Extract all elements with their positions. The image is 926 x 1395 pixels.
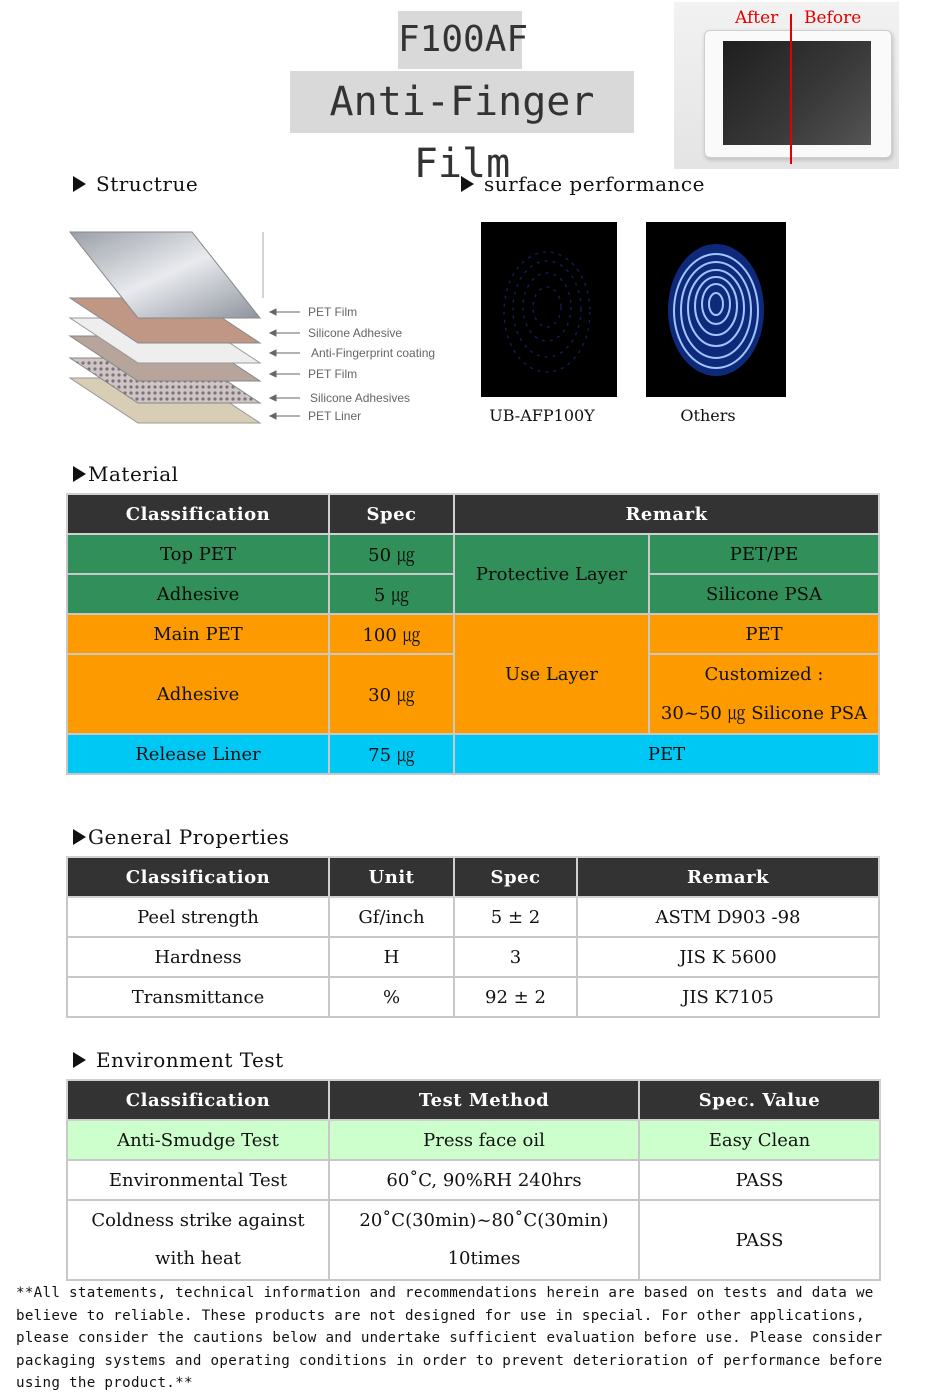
cell: ASTM D903 -98	[577, 897, 879, 937]
disclaimer-text: **All statements, technical information and recommendations herein are based on tests and data we believe to reliable. These products are not designed for use in special. For other applications, please consider the cautions below and undertake sufficient evaluation before use. Please consider packaging systems and operating conditions in order to prevent deterioration of performance before using the product.**	[16, 1285, 883, 1391]
table-row	[67, 977, 879, 1017]
col-header: Spec. Value	[639, 1080, 880, 1120]
cell	[649, 654, 879, 734]
layer-label: PET Liner	[308, 409, 362, 423]
bullet-triangle-icon	[73, 1052, 86, 1068]
table-row	[67, 1160, 880, 1200]
layer-label: PET Film	[308, 367, 358, 381]
environment-heading-text: Environment Test	[96, 1048, 284, 1072]
structure-heading-text: Structrue	[96, 172, 199, 196]
cell: 100 ㎍	[329, 614, 454, 654]
cell: Easy Clean	[639, 1120, 880, 1160]
cell: PASS	[639, 1160, 880, 1200]
cell	[67, 1200, 329, 1280]
cell-line: 20˚C(30min)~80˚C(30min)	[359, 1210, 609, 1231]
cell: PET	[454, 734, 879, 774]
general-table	[66, 856, 880, 1018]
caption-others: Others	[680, 406, 736, 425]
col-header: Unit	[329, 857, 454, 897]
cell: Environmental Test	[67, 1160, 329, 1200]
cell-line: 30~50 ㎍ Silicone PSA	[660, 703, 868, 724]
table-row	[67, 734, 879, 774]
before-after-photo	[674, 2, 899, 169]
cell: 60˚C, 90%RH 240hrs	[329, 1160, 639, 1200]
cell: 50 ㎍	[329, 534, 454, 574]
cell: 30 ㎍	[329, 654, 454, 734]
fingerprint-image-others	[646, 222, 786, 397]
table-row	[67, 1120, 880, 1160]
cell: Release Liner	[67, 734, 329, 774]
col-header: Classification	[67, 1080, 329, 1120]
cell-line: with heat	[155, 1248, 241, 1269]
cell: Hardness	[67, 937, 329, 977]
table-row	[67, 937, 879, 977]
before-label: Before	[804, 8, 862, 28]
cell: JIS K7105	[577, 977, 879, 1017]
cell: Transmittance	[67, 977, 329, 1017]
surface-heading-text: surface performance	[484, 172, 705, 196]
cell	[329, 1200, 639, 1280]
bullet-triangle-icon	[73, 829, 86, 845]
cell: PET	[649, 614, 879, 654]
layer-label: Silicone Adhesive	[308, 326, 403, 340]
cell: Silicone PSA	[649, 574, 879, 614]
material-heading-text: Material	[88, 462, 179, 486]
cell: Press face oil	[329, 1120, 639, 1160]
cell: 75 ㎍	[329, 734, 454, 774]
tablet-screen	[723, 41, 871, 145]
bullet-triangle-icon	[73, 176, 86, 192]
cell-group: Use Layer	[454, 614, 649, 734]
product-code: F100AF	[398, 11, 522, 69]
caption-ub: UB-AFP100Y	[489, 406, 595, 425]
divider-line	[790, 14, 792, 164]
cell: Anti-Smudge Test	[67, 1120, 329, 1160]
cell-line: Customized :	[704, 664, 824, 685]
cell: 5 ± 2	[454, 897, 577, 937]
cell: JIS K 5600	[577, 937, 879, 977]
table-row	[67, 614, 879, 654]
bullet-triangle-icon	[73, 466, 86, 482]
tablet-frame	[704, 30, 892, 158]
cell-line: Coldness strike against	[91, 1210, 305, 1231]
table-row	[67, 897, 879, 937]
cell: Gf/inch	[329, 897, 454, 937]
cell: 5 ㎍	[329, 574, 454, 614]
general-heading-text: General Properties	[88, 825, 290, 849]
material-heading	[73, 462, 179, 486]
cell: H	[329, 937, 454, 977]
col-header: Spec	[454, 857, 577, 897]
after-label: After	[735, 8, 779, 28]
cell: Top PET	[67, 534, 329, 574]
cell: PET/PE	[649, 534, 879, 574]
table-row	[67, 1200, 880, 1280]
layer-label: PET Film	[308, 305, 358, 319]
product-name: Anti-Finger Film	[290, 71, 634, 133]
col-header: Test Method	[329, 1080, 639, 1120]
material-table	[66, 493, 880, 775]
layer-label: Anti-Fingerprint coating	[311, 346, 436, 360]
cell: Adhesive	[67, 654, 329, 734]
cell: 3	[454, 937, 577, 977]
fingerprint-image-ub	[481, 222, 617, 397]
col-header: Classification	[67, 857, 329, 897]
cell: Adhesive	[67, 574, 329, 614]
layer-label: Silicone Adhesives	[310, 391, 411, 405]
structure-heading	[73, 172, 198, 196]
cell: %	[329, 977, 454, 1017]
layer-structure-diagram	[62, 228, 442, 428]
surface-heading	[461, 172, 705, 196]
cell: 92 ± 2	[454, 977, 577, 1017]
cell: Peel strength	[67, 897, 329, 937]
bullet-triangle-icon	[461, 176, 474, 192]
general-heading	[73, 825, 290, 849]
environment-heading	[73, 1048, 284, 1072]
col-header: Spec	[329, 494, 454, 534]
col-header: Classification	[67, 494, 329, 534]
cell-group: Protective Layer	[454, 534, 649, 614]
table-row	[67, 534, 879, 574]
col-header: Remark	[577, 857, 879, 897]
cell: PASS	[639, 1200, 880, 1280]
environment-table	[66, 1079, 881, 1281]
col-header: Remark	[454, 494, 879, 534]
cell-line: 10times	[447, 1248, 521, 1269]
cell: Main PET	[67, 614, 329, 654]
